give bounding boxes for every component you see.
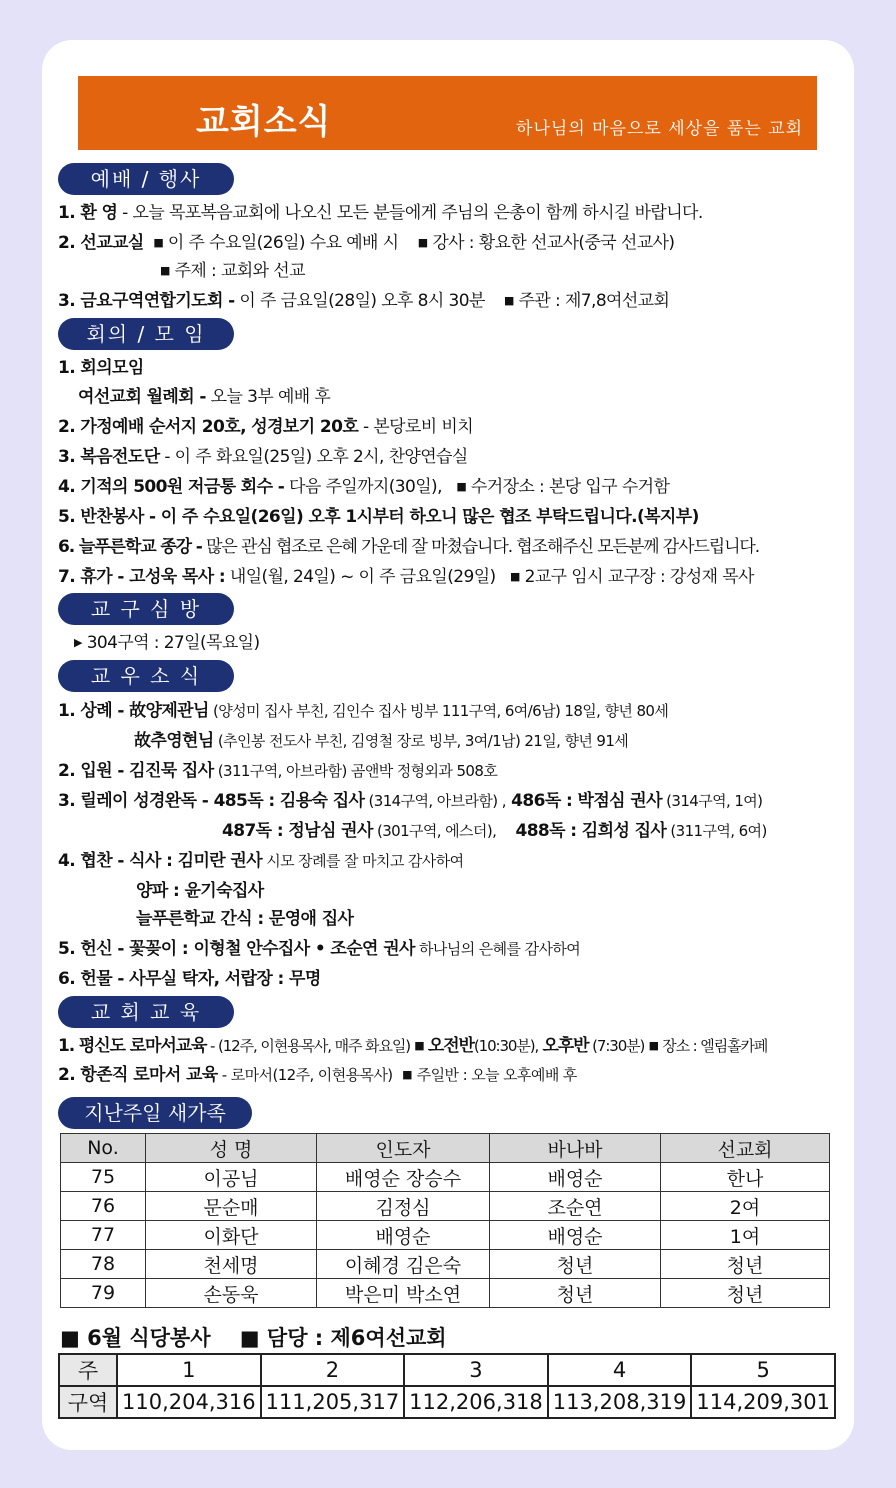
row-label: 주 [59,1354,117,1386]
square-bullet-icon: ■ [60,1326,80,1350]
education-line-1: 1. 평신도 로마서교육 - (12주, 이현용목사, 매주 화요일) ■ 오전반(10:30분), 오후반 (7:30분) ■ 장소 : 엘림홀카페 [58,1036,768,1056]
members-line-4: 4. 협찬 - 식사 : 김미란 권사 시모 장례를 잘 마치고 감사하여 [58,851,464,871]
meeting-line-3: 3. 복음전도단 - 이 주 화요일(25일) 오후 2시, 찬양연습실 [58,447,468,467]
cell: 114,209,301 [691,1386,835,1418]
worship-line-2: 2. 선교교실 ■ 이 주 수요일(26일) 수요 예배 시 ■ 강사 : 황요한 선교사(중국 선교사) [58,233,675,253]
members-line-2: 2. 입원 - 김진묵 집사 (311구역, 아브라함) 곰앤박 정형외과 508호 [58,761,498,781]
section-worship: 예배 / 행사 [58,163,234,195]
cell: 청년 [661,1250,830,1279]
meal-service-table [58,1353,836,1419]
worship-line-2-topic: ■ 주제 : 교회와 선교 [160,261,305,281]
members-line-6: 6. 헌물 - 사무실 탁자, 서랍장 : 무명 [58,969,321,989]
col-header: 성 명 [146,1134,317,1163]
page-subtitle: 하나님의 마음으로 세상을 품는 교회 [516,119,803,139]
col-header: 선교회 [661,1134,830,1163]
cell: 배영순 [490,1221,661,1250]
cell: 손동욱 [146,1279,317,1308]
section-education: 교 회 교 육 [58,996,234,1028]
cell: 이혜경 김은숙 [317,1250,490,1279]
table-row [61,1221,830,1250]
row-label: 구역 [59,1386,117,1418]
cell: 110,204,316 [117,1386,261,1418]
table-header-row [61,1134,830,1163]
meeting-line-4: 4. 기적의 500원 저금통 회수 - 다음 주일까지(30일), ■ 수거장소 : 본당 입구 수거함 [58,477,670,497]
cell: 77 [61,1221,146,1250]
cell: 111,205,317 [261,1386,405,1418]
cell: 1 [117,1354,261,1386]
cell: 112,206,318 [404,1386,548,1418]
cell: 1여 [661,1221,830,1250]
cell: 청년 [661,1279,830,1308]
cell: 76 [61,1192,146,1221]
triangle-bullet-icon: ▶ [74,636,82,649]
cell: 4 [548,1354,692,1386]
cell: 청년 [490,1279,661,1308]
cell: 5 [691,1354,835,1386]
col-header: 인도자 [317,1134,490,1163]
cell: 조순연 [490,1192,661,1221]
meal-heading: ■ 6월 식당봉사 ■ 담당 : 제6여선교회 [60,1326,447,1350]
new-family-table [60,1133,830,1308]
square-bullet-icon: ■ [239,1326,260,1350]
cell: 78 [61,1250,146,1279]
members-line-1: 1. 상례 - 故양제관님 (양성미 집사 부친, 김인수 집사 빙부 111구역, 6여/6남) 18일, 향년 80세 [58,701,669,721]
cell: 이화단 [146,1221,317,1250]
members-line-4b: 양파 : 윤기숙집사 [136,881,264,901]
cell: 이공님 [146,1163,317,1192]
worship-line-3: 3. 금요구역연합기도회 - 이 주 금요일(28일) 오후 8시 30분 ■ 주관 : 제7,8여선교회 [58,291,670,311]
cell: 배영순 [490,1163,661,1192]
cell: 문순매 [146,1192,317,1221]
table-row [59,1354,835,1386]
section-members: 교 우 소 식 [58,660,234,692]
page-title: 교회소식 [196,102,332,142]
worship-line-1: 1. 환 영 - 오늘 목포복음교회에 나오신 모든 분들에게 주님의 은총이 함께 하시길 바랍니다. [58,203,703,223]
cell: 2 [261,1354,405,1386]
cell: 천세명 [146,1250,317,1279]
cell: 배영순 장승수 [317,1163,490,1192]
table-row [61,1279,830,1308]
meeting-line-6: 6. 늘푸른학교 종강 - 많은 관심 협조로 은혜 가운데 잘 마쳤습니다. 협조해주신 모든분께 감사드립니다. [58,537,760,557]
cell: 3 [404,1354,548,1386]
cell: 청년 [490,1250,661,1279]
cell: 113,208,319 [548,1386,692,1418]
meeting-line-5: 5. 반찬봉사 - 이 주 수요일(26일) 오후 1시부터 하오니 많은 협조 부탁드립니다.(복지부) [58,507,699,527]
meeting-line-1-sub: 여선교회 월례회 - 오늘 3부 예배 후 [78,387,331,407]
section-meeting: 회의 / 모 임 [58,318,234,350]
header-banner [78,76,817,150]
members-line-3b: 487독 : 정남심 권사 (301구역, 에스더), 488독 : 김희성 집사 (311구역, 6여) [222,821,767,841]
cell: 2여 [661,1192,830,1221]
cell: 한나 [661,1163,830,1192]
meeting-line-7: 7. 휴가 - 고성욱 목사 : 내일(월, 24일) ~ 이 주 금요일(29일) ■ 2교구 임시 교구장 : 강성재 목사 [58,567,754,587]
members-line-5: 5. 헌신 - 꽃꽂이 : 이형철 안수집사 • 조순연 권사 하나님의 은혜를 감사하여 [58,939,581,959]
education-line-2: 2. 항존직 로마서 교육 - 로마서(12주, 이현용목사) ■ 주일반 : 오늘 오후예배 후 [58,1065,577,1085]
meeting-line-1: 1. 회의모임 [58,358,144,378]
table-row [59,1386,835,1418]
cell: 배영순 [317,1221,490,1250]
members-line-1b: 故추영현님 (추인봉 전도사 부친, 김영철 장로 빙부, 3여/1남) 21일, 향년 91세 [134,731,629,751]
members-line-4c: 늘푸른학교 간식 : 문영애 집사 [136,909,354,929]
table-row [61,1163,830,1192]
members-line-3: 3. 릴레이 성경완독 - 485독 : 김용숙 집사 (314구역, 아브라함) , 486독 : 박점심 권사 (314구역, 1여) [58,791,763,811]
section-newfamily: 지난주일 새가족 [58,1097,252,1129]
cell: 75 [61,1163,146,1192]
table-row [61,1250,830,1279]
visit-line-1: ▶ 304구역 : 27일(목요일) [74,633,260,653]
col-header: No. [61,1134,146,1163]
cell: 박은미 박소연 [317,1279,490,1308]
col-header: 바나바 [490,1134,661,1163]
cell: 김정심 [317,1192,490,1221]
cell: 79 [61,1279,146,1308]
meeting-line-2: 2. 가정예배 순서지 20호, 성경보기 20호 - 본당로비 비치 [58,417,474,437]
section-visit: 교 구 심 방 [58,593,234,625]
table-row [61,1192,830,1221]
